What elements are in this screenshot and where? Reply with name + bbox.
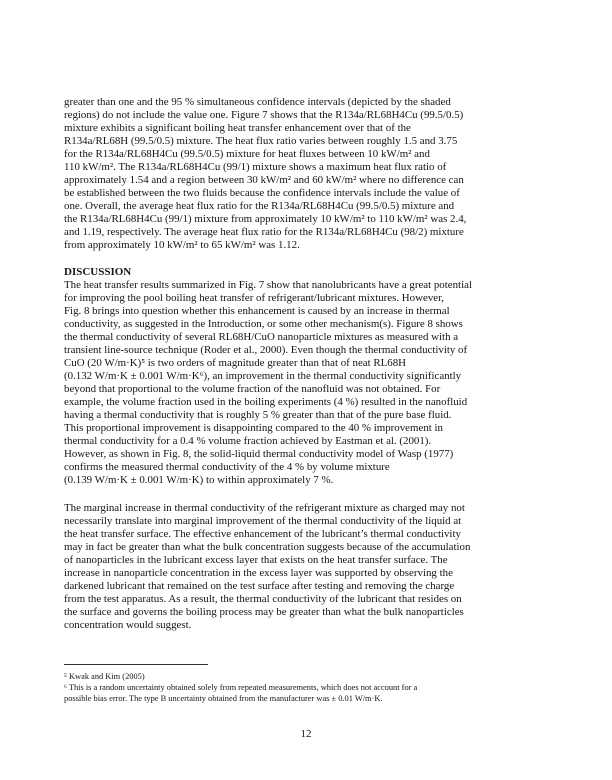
paragraph-line: thermal conductivity for a 0.4 % volume fraction achieved by Eastman et al. (2001). (64, 435, 432, 447)
paragraph-line: This proportional improvement is disappointing compared to the 40 % improvement in (64, 422, 443, 434)
paragraph-line: mixture exhibits a significant boiling heat transfer enhancement over that of the (64, 122, 411, 134)
section-heading: DISCUSSION (64, 266, 132, 278)
paragraph-line: concentration would suggest. (64, 619, 192, 631)
paragraph-line: approximately 1.54 and a region between 30 kW/m² and 60 kW/m² where no difference can (64, 174, 464, 186)
paragraph-line: darkened lubricant that remained on the test surface after testing and removing the charge (64, 580, 455, 592)
paragraph-line: from approximately 10 kW/m² to 65 kW/m² was 1.12. (64, 239, 300, 251)
paragraph-line: The heat transfer results summarized in Fig. 7 show that nanolubricants have a great potential (64, 279, 472, 291)
paragraph-line: having a thermal conductivity that is roughly 5 % greater than that of the pure base fluid. (64, 409, 452, 421)
paragraph-line: increase in nanoparticle concentration in the excess layer was supported by observing the (64, 567, 453, 579)
paragraph-line: (0.132 W/m·K ± 0.001 W/m·K⁶), an improvement in the thermal conductivity significantly (64, 370, 462, 382)
footnote-line: ⁵ Kwak and Kim (2005) (64, 672, 145, 681)
paragraph-line: for the R134a/RL68H4Cu (99.5/0.5) mixture for heat fluxes between 10 kW/m² and (64, 148, 430, 160)
footnote-divider (64, 664, 208, 665)
paragraph-line: and 1.19, respectively. The average heat flux ratio for the R134a/RL68H4Cu (98/2) mixture (64, 226, 464, 238)
paragraph-line: CuO (20 W/m·K)⁵ is two orders of magnitude greater than that of neat RL68H (64, 357, 407, 369)
paragraph-line: the thermal conductivity of several RL68H/CuO nanoparticle mixtures as measured with a (64, 331, 459, 343)
paragraph-line: transient line-source technique (Roder et al., 2000). Even though the thermal conductivity of (64, 344, 468, 356)
paragraph-line: of nanoparticles in the lubricant excess layer that exists on the heat transfer surface. The (64, 554, 448, 566)
footnotes (64, 671, 552, 704)
paragraph-line: R134a/RL68H (99.5/0.5) mixture. The heat flux ratio varies between roughly 1.5 and 3.75 (64, 135, 458, 147)
paragraph-line: necessarily translate into marginal improvement of the thermal conductivity of the liquid at (64, 515, 462, 527)
paragraph-line: the surface and governs the boiling process may be greater than what the bulk nanoparticles (64, 606, 464, 618)
paragraph-line: greater than one and the 95 % simultaneous confidence intervals (depicted by the shaded (64, 96, 451, 108)
footnote-line: ⁶ This is a random uncertainty obtained solely from repeated measurements, which does not account for a (64, 683, 418, 692)
paragraph-line: from the test apparatus. As a result, the thermal conductivity of the lubricant that resides on (64, 593, 462, 605)
results-paragraph (64, 96, 552, 252)
paragraph-line: one. Overall, the average heat flux ratio for the R134a/RL68H4Cu (99.5/0.5) mixture and (64, 200, 455, 212)
paragraph-line: regions) do not include the value one. Figure 7 shows that the R134a/RL68H4Cu (99.5/0.5) (64, 109, 464, 121)
paragraph-line: Fig. 8 brings into question whether this enhancement is caused by an increase in thermal (64, 305, 450, 317)
page-number: 12 (300, 728, 312, 740)
paragraph-line: be established between the two fluids because the confidence intervals include the value of (64, 187, 460, 199)
paragraph-line: the R134a/RL68H4Cu (99/1) mixture from approximately 10 kW/m² to 110 kW/m² was 2.4, (64, 213, 467, 225)
conductivity-paragraph (64, 502, 552, 632)
paragraph-line: beyond that proportional to the volume fraction of the nanofluid was not obtained. For (64, 383, 441, 395)
footnote-line: possible bias error. The type B uncertainty obtained from the manufacturer was ± 0.01 W/m·K. (64, 694, 383, 703)
paragraph-line: 110 kW/m². The R134a/RL68H4Cu (99/1) mixture shows a maximum heat flux ratio of (64, 161, 447, 173)
paragraph-line: However, as shown in Fig. 8, the solid-liquid thermal conductivity model of Wasp (1977) (64, 448, 454, 460)
paragraph-line: (0.139 W/m·K ± 0.001 W/m·K) to within approximately 7 %. (64, 474, 334, 486)
paragraph-line: may in fact be greater than what the bulk concentration suggests because of the accumulation (64, 541, 471, 553)
paragraph-line: the heat transfer surface. The effective enhancement of the lubricant’s thermal conductivity (64, 528, 461, 540)
discussion-section (64, 266, 552, 487)
paragraph-line: confirms the measured thermal conductivity of the 4 % by volume mixture (64, 461, 390, 473)
paragraph-line: The marginal increase in thermal conductivity of the refrigerant mixture as charged may not (64, 502, 465, 514)
paragraph-line: example, the volume fraction used in the boiling experiments (4 %) resulted in the nanofluid (64, 396, 468, 408)
paragraph-line: conductivity, as suggested in the Introduction, or some other mechanism(s). Figure 8 shows (64, 318, 463, 330)
paragraph-line: for improving the pool boiling heat transfer of refrigerant/lubricant mixtures. However, (64, 292, 445, 304)
